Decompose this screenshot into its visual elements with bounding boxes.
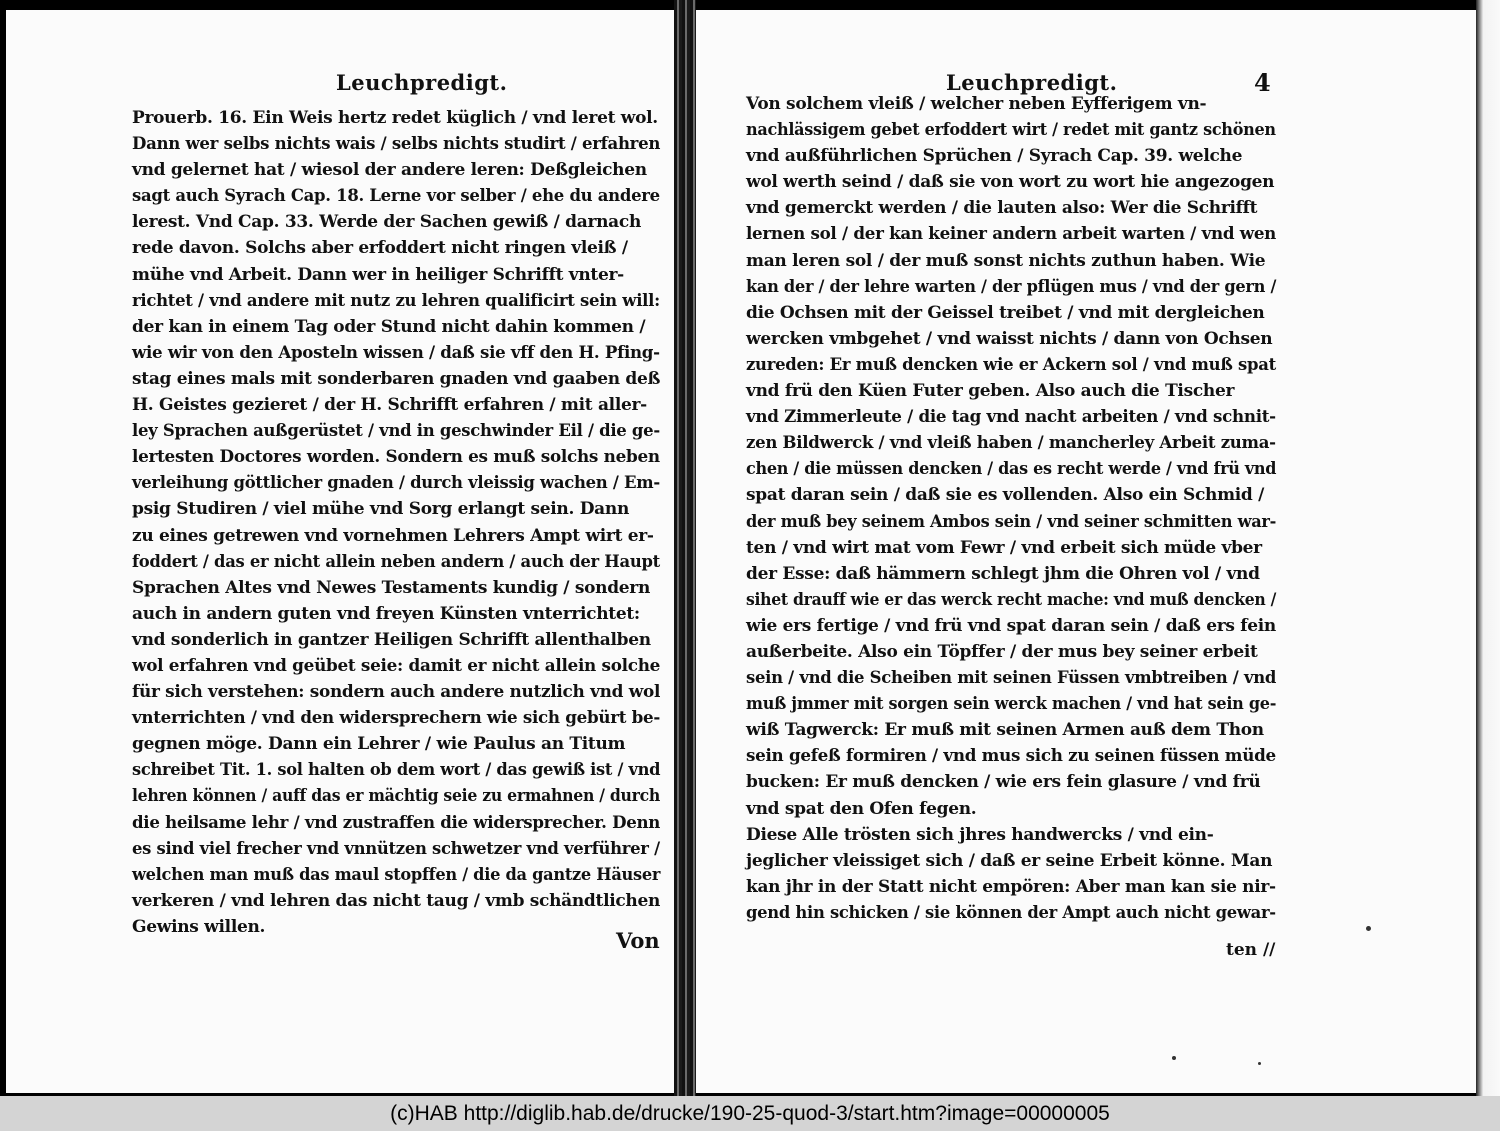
text-line: kan jhr in der Statt nicht empören: Aber man kan sie nir-	[746, 876, 1276, 897]
left-page	[6, 10, 674, 1093]
text-line: verkeren / vnd lehren das nicht taug / vmb schändtlichen	[132, 890, 661, 911]
text-line: bucken: Er muß dencken / wie ers fein glasure / vnd frü	[746, 772, 1261, 793]
text-line: die Ochsen mit der Geissel treibet / vnd mit dergleichen	[746, 302, 1265, 323]
right-page	[696, 10, 1476, 1093]
right-catchword: ten //	[1226, 940, 1276, 960]
text-line: ten / vnd wirt mat vom Fewr / vnd erbeit sich müde vber	[746, 537, 1262, 558]
text-line: muß jmmer mit sorgen sein werck machen / vnd hat sein ge-	[746, 694, 1277, 715]
text-line: sein / vnd die Scheiben mit seinen Füssen vmbtreiben / vnd	[746, 668, 1277, 689]
text-line: vnterrichten / vnd den widersprechern wie sich gebürt be-	[132, 708, 660, 729]
text-line: vnd gemerckt werden / die lauten also: Wer die Schrifft	[746, 198, 1258, 219]
text-line: spat daran sein / daß sie es vollenden. Also ein Schmid /	[746, 485, 1265, 506]
text-line: vnd frü den Küen Futer geben. Also auch die Tischer	[746, 381, 1235, 402]
ink-speck	[1258, 1062, 1261, 1065]
book-gutter	[674, 0, 696, 1096]
text-line: vnd sonderlich in gantzer Heiligen Schrifft allenthalben	[132, 629, 651, 650]
text-line: jeglicher vleissiget sich / daß er seine Erbeit könne. Man	[746, 850, 1273, 871]
left-page-text	[132, 105, 674, 940]
text-line: vnd Zimmerleute / die tag vnd nacht arbeiten / vnd schnit-	[746, 407, 1276, 428]
text-line: zureden: Er muß dencken wie er Ackern sol / vnd muß spat	[746, 354, 1276, 375]
text-line: der Esse: daß hämmern schlegt jhm die Ohren vol / vnd	[746, 563, 1260, 584]
text-line: wiß Tagwerck: Er muß mit seinen Armen auß dem Thon	[746, 720, 1264, 741]
text-line: außerbeite. Also ein Töpffer / der mus bey seiner erbeit	[746, 641, 1258, 662]
text-line: sagt auch Syrach Cap. 18. Lerne vor selber / ehe du andere	[132, 186, 660, 207]
text-line: auch in andern guten vnd freyen Künsten vnterrichtet:	[132, 603, 640, 624]
text-line: kan der / der lehre warten / der pflügen mus / vnd der gern /	[746, 276, 1277, 297]
page-number: 4	[1254, 68, 1271, 97]
text-line: Prouerb. 16. Ein Weis hertz redet küglich / vnd leret wol.	[132, 108, 658, 128]
text-line: rede davon. Solchs aber erfoddert nicht ringen vleiß /	[132, 238, 628, 259]
ink-speck	[1366, 926, 1371, 931]
text-line: welchen man muß das maul stopffen / die da gantze Häuser	[132, 864, 661, 885]
copyright-footer: (c)HAB http://diglib.hab.de/drucke/190-25-quod-3/start.htm?image=00000005	[0, 1096, 1500, 1131]
text-line: der muß bey seinem Ambos sein / vnd seiner schmitten war-	[746, 511, 1277, 532]
text-line: richtet / vnd andere mit nutz zu lehren qualificirt sein will:	[132, 290, 660, 311]
text-line: man leren sol / der muß sonst nichts zuthun haben. Wie	[746, 250, 1266, 271]
text-line: gegnen möge. Dann ein Lehrer / wie Paulus an Titum	[132, 734, 626, 755]
right-page-text	[746, 91, 1323, 926]
text-line: vnd außführlichen Sprüchen / Syrach Cap. 39. welche	[746, 146, 1243, 167]
text-line: stag eines mals mit sonderbaren gnaden vnd gaaben deß	[132, 368, 661, 389]
text-line: wie ers fertige / vnd frü vnd spat daran sein / daß ers fein	[746, 615, 1276, 636]
text-line: lerest. Vnd Cap. 33. Werde der Sachen gewiß / darnach	[132, 212, 642, 233]
text-line: für sich verstehen: sondern auch andere nutzlich vnd wol	[132, 682, 661, 703]
text-line: wol werth seind / daß sie von wort zu wort hie angezogen	[746, 172, 1275, 193]
text-line: wol erfahren vnd geübet seie: damit er nicht allein solche	[132, 655, 661, 676]
text-line: gend hin schicken / sie können der Ampt auch nicht gewar-	[746, 902, 1276, 923]
text-line: Diese Alle trösten sich jhres handwercks / vnd ein-	[746, 824, 1214, 845]
text-line: Sprachen Altes vnd Newes Testaments kundig / sondern	[132, 577, 651, 598]
text-line: lernen sol / der kan keiner andern arbeit warten / vnd wen	[746, 224, 1277, 245]
text-line: schreibet Tit. 1. sol halten ob dem wort / das gewiß ist / vnd	[132, 760, 661, 781]
text-line: verleihung göttlicher gnaden / durch vleissig wachen / Em-	[132, 473, 660, 494]
text-line: zu eines getrewen vnd vornehmen Lehrers Ampt wirt er-	[132, 525, 654, 546]
text-line: der kan in einem Tag oder Stund nicht dahin kommen /	[132, 316, 646, 337]
left-catchword: Von	[616, 928, 660, 953]
ink-speck	[1172, 1056, 1176, 1060]
text-line: chen / die müssen dencken / das es recht werde / vnd frü vnd	[746, 459, 1277, 480]
text-line: lehren können / auff das er mächtig seie zu ermahnen / durch	[132, 786, 661, 807]
text-line: H. Geistes gezieret / der H. Schrifft erfahren / mit aller-	[132, 395, 647, 416]
text-line: Gewins willen.	[132, 916, 266, 937]
right-running-head: Leuchpredigt.	[946, 70, 1118, 95]
text-line: ley Sprachen außgerüstet / vnd in geschwinder Eil / die ge-	[132, 421, 660, 442]
text-line: psig Studiren / viel mühe vnd Sorg erlangt sein. Dann	[132, 499, 630, 520]
text-line: mühe vnd Arbeit. Dann wer in heiliger Schrifft vnter-	[132, 264, 624, 285]
text-line: wie wir von den Aposteln wissen / daß sie vff den H. Pfing-	[132, 342, 660, 363]
text-line: Von solchem vleiß / welcher neben Eyfferigem vn-	[746, 94, 1207, 114]
text-line: vnd spat den Ofen fegen.	[746, 798, 977, 819]
text-line: wercken vmbgehet / vnd waisst nichts / dann von Ochsen	[746, 328, 1273, 349]
left-running-head: Leuchpredigt.	[336, 70, 508, 95]
text-line: lertesten Doctores worden. Sondern es muß solchs neben	[132, 447, 660, 468]
text-line: foddert / das er nicht allein neben andern / auch der Haupt	[132, 551, 660, 572]
text-line: sihet drauff wie er das werck recht mache: vnd muß dencken /	[746, 589, 1277, 610]
text-line: vnd gelernet hat / wiesol der andere leren: Deßgleichen	[132, 160, 647, 181]
text-line: Dann wer selbs nichts wais / selbs nichts studirt / erfahren	[132, 134, 661, 155]
text-line: zen Bildwerck / vnd vleiß haben / mancherley Arbeit zuma-	[746, 433, 1276, 454]
text-line: es sind viel frecher vnd vnnützen schwetzer vnd verführer /	[132, 838, 660, 859]
text-line: nachlässigem gebet erfoddert wirt / redet mit gantz schönen	[746, 120, 1276, 141]
text-line: sein gefeß formiren / vnd mus sich zu seinen füssen müde	[746, 746, 1276, 767]
page-edge-shadow	[1476, 0, 1500, 1096]
text-line: die heilsame lehr / vnd zustraffen die widersprecher. Denn	[132, 812, 661, 833]
